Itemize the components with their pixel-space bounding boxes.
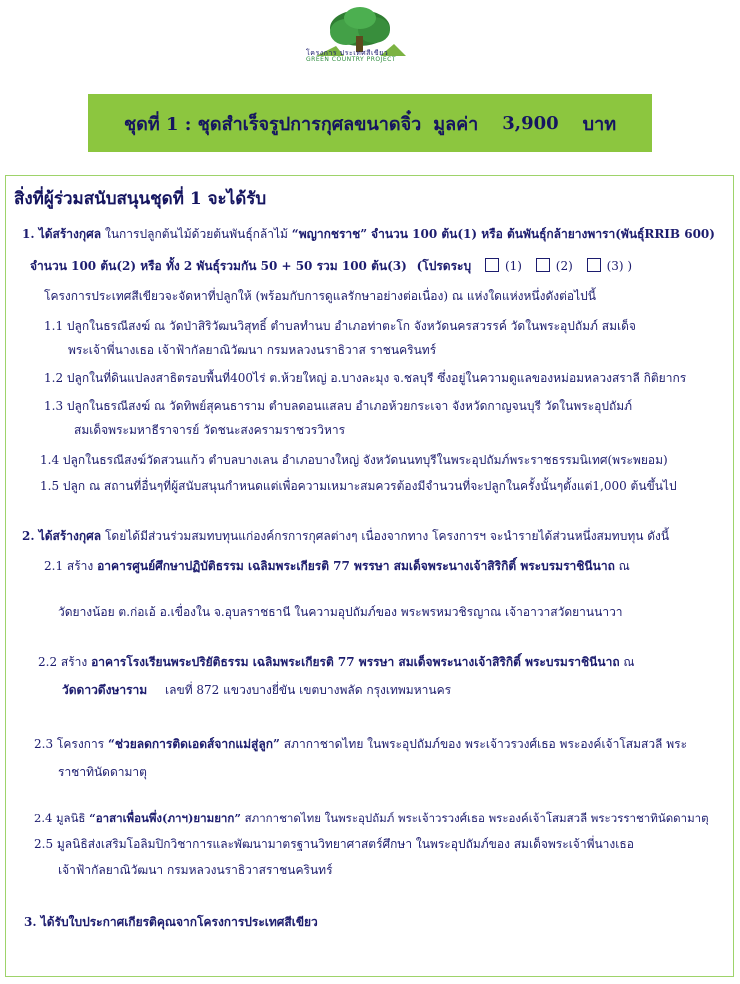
item1-label: 1. ได้สร้างกุศล	[22, 227, 102, 241]
option1-checkbox[interactable]	[485, 258, 499, 272]
item2-2-3b: ราชาทินัดดามาตุ	[58, 765, 147, 779]
item1-1-3b: สมเด็จพระมหาธีราจารย์ วัดชนะสงครามราชวรวิหาร	[74, 423, 346, 437]
section-heading: สิ่งที่ผู้ร่วมสนับสนุนชุดที่ 1 จะได้รับ	[14, 189, 267, 209]
item2-label: 2. ได้สร้างกุศล	[22, 529, 102, 543]
item2-2-2a: 2.2 สร้าง อาคารโรงเรียนพระปริยัติธรรม เฉลิมพระเกียรติ 77 พรรษา สมเด็จพระนางเจ้าสิริกิติ์ พระบรมราชินีนาถ ณ	[38, 655, 635, 669]
item2-line1: 2. ได้สร้างกุศล โดยได้มีส่วนร่วมสมทบทุนแก่องค์กรการกุศลต่างๆ เนื่องจากทาง โครงการฯ จะนำรายได้ส่วนหนึ่งสมทบทุน ดังนี้	[22, 529, 670, 543]
item1-1-5: 1.5 ปลูก ณ สถานที่อื่นๆที่ผู้สนับสนุนกำหนดแต่เพื่อความเหมาะสมควรต้องมีจำนวนที่จะปลูกในครั้งนั้นๆตั้งแต่1,000 ต้นขึ้นไป	[40, 479, 677, 493]
item1-line1: 1. ได้สร้างกุศล ในการปลูกต้นไม้ด้วยต้นพันธุ์กล้าไม้ “พญากชราช” จำนวน 100 ต้น(1) หรือ ต้นพันธุ์กล้ายางพารา(พันธุ์RRIB 600)	[22, 227, 715, 241]
item1-line3: โครงการประเทศสีเขียวจะจัดหาที่ปลูกให้ (พร้อมกับการดูแลรักษาอย่างต่อเนื่อง) ณ แห่งใดแห่งหนึ่งดังต่อไปนี้	[44, 289, 596, 303]
item1-1-1b: พระเจ้าพี่นางเธอ เจ้าฟ้ากัลยาณิวัฒนา กรมหลวงนราธิวาส ราชนครินทร์	[68, 343, 437, 357]
logo-text-english: GREEN COUNTRY PROJECT	[306, 56, 397, 63]
item3: 3. ได้รับใบประกาศเกียรติคุณจากโครงการประเทศสีเขียว	[24, 915, 318, 929]
item2-2-2b: วัดดาวดึงษาราม เลขที่ 872 แขวงบางยี่ขัน เขตบางพลัด กรุงเทพมหานคร	[62, 683, 452, 697]
item2-2-1b: วัดยางน้อย ต.ก่อเอ้ อ.เขื่องใน จ.อุบลราชธานี ในความอุปถัมภ์ของ พระพรหมวชิรญาณ เจ้าอาวาสวัดยานนาวา	[58, 605, 623, 619]
item1-1-4: 1.4 ปลูกในธรณีสงฆ์วัดสวนแก้ว ตำบลบางเลน อำเภอบางใหญ่ จังหวัดนนทบุรีในพระอุปถัมภ์พระราชธรรมนิเทศ(พระพยอม)	[40, 453, 668, 467]
item2-2-5a: 2.5 มูลนิธิส่งเสริมโอลิมปิกวิชาการและพัฒนามาตรฐานวิทยาศาสตร์ศึกษา ในพระอุปถัมภ์ของ สมเด็จพระเจ้าพี่นางเธอ	[34, 837, 634, 851]
item1-1-2: 1.2 ปลูกในที่ดินแปลงสาธิตรอบพื้นที่400ไร่ ต.ห้วยใหญ่ อ.บางละมุง จ.ชลบุรี ซึ่งอยู่ในความดูแลของหม่อมหลวงสราลี กิติยากร	[44, 371, 687, 385]
item1-1-3a: 1.3 ปลูกในธรณีสงฆ์ ณ วัดทิพย์สุคนธาราม ตำบลดอนแสลบ อำเภอห้วยกระเจา จังหวัดกาญจนบุรี วัดในพระอุปถัมภ์	[44, 399, 633, 413]
set-title-banner	[88, 94, 652, 152]
item1-1-1a: 1.1 ปลูกในธรณีสงฆ์ ณ วัดป่าสิริวัฒนวิสุทธิ์ ตำบลทำนบ อำเภอท่าตะโก จังหวัดนครสวรรค์ วัดในพระอุปถัมภ์ สมเด็จ	[44, 319, 636, 333]
logo-text-thai: โครงการ ประเทศสีเขียว	[306, 49, 389, 57]
item2-2-4: 2.4 มูลนิธิ “อาสาเพื่อนพึ่ง(ภาฯ)ยามยาก” สภากาชาดไทย ในพระอุปถัมภ์ พระเจ้าวรวงศ์เธอ พระองค์เจ้าโสมสวลี พระวรราชาทินัดดามาตุ	[34, 811, 709, 825]
value-label: มูลค่า	[433, 113, 479, 135]
option2-checkbox[interactable]	[536, 258, 550, 272]
set-title: ชุดที่ 1 : ชุดสำเร็จรูปการกุศลขนาดจิ๋ว	[123, 113, 422, 135]
value-unit: บาท	[582, 113, 617, 135]
value-amount: 3,900	[502, 112, 559, 134]
item2-2-5b: เจ้าฟ้ากัลยาณิวัฒนา กรมหลวงนราธิวาสราชนครินทร์	[58, 863, 333, 877]
option3-checkbox[interactable]	[587, 258, 601, 272]
item1-line2: จำนวน 100 ต้น(2) หรือ ทั้ง 2 พันธุ์รวมกัน 50 + 50 รวม 100 ต้น(3) (โปรดระบุ (1) (2) (3) )	[30, 259, 633, 273]
item2-2-3a: 2.3 โครงการ “ช่วยลดการติดเอดส์จากแม่สู่ลูก” สภากาชาดไทย ในพระอุปถัมภ์ของ พระเจ้าวรวงศ์เธอ พระองค์เจ้าโสมสวลี พระ	[34, 737, 688, 751]
item2-2-1a: 2.1 สร้าง อาคารศูนย์ศึกษาปฏิบัติธรรม เฉลิมพระเกียรติ 77 พรรษา สมเด็จพระนางเจ้าสิริกิติ์ พระบรมราชินีนาถ ณ	[44, 559, 630, 573]
tree-species: “พญากชราช”	[291, 227, 368, 241]
